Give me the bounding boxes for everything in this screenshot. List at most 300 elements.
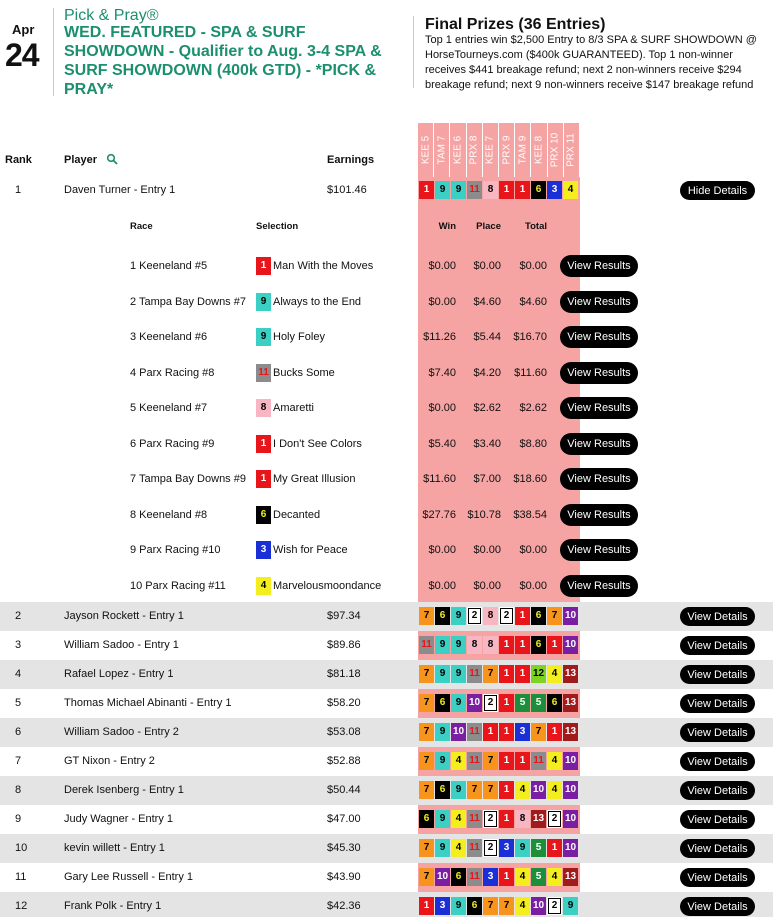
post-position-chip: 7	[531, 723, 546, 741]
date-month: Apr	[12, 22, 35, 37]
post-position-chip: 6	[531, 607, 546, 625]
leaderboard-row	[0, 892, 773, 917]
race-code: PRX 8	[468, 135, 480, 165]
post-position-chip: 1	[515, 752, 530, 770]
view-details-button[interactable]: View Details	[680, 810, 755, 829]
contest-header	[0, 0, 773, 110]
rank-value: 9	[15, 813, 22, 825]
post-position-chip: 11	[419, 636, 434, 654]
post-position-chip: 2	[547, 897, 562, 915]
race-name: 9 Parx Racing #10	[130, 544, 221, 556]
view-results-button[interactable]: View Results	[560, 575, 638, 597]
post-position-chip: 7	[499, 897, 514, 915]
total-value: $38.54	[513, 508, 547, 521]
post-position-chip: 1	[256, 435, 271, 453]
place-value: $4.60	[473, 295, 501, 308]
earnings-header[interactable]: Earnings	[327, 154, 375, 166]
post-position-chip: 7	[419, 665, 434, 683]
selection	[256, 506, 320, 524]
total-value: $0.00	[519, 260, 547, 272]
post-position-chip: 9	[435, 665, 450, 683]
detail-row	[0, 572, 773, 598]
race-code: PRX 10	[549, 132, 561, 168]
selection-header: Selection	[256, 221, 299, 232]
post-position-chip: 4	[563, 181, 578, 199]
win-value: $0.00	[428, 579, 456, 592]
player-name: Gary Lee Russell - Entry 1	[64, 871, 193, 883]
post-position-chip: 2	[499, 607, 514, 625]
leaderboard-row	[0, 660, 773, 689]
selection	[256, 364, 335, 382]
race-column-header[interactable]	[434, 123, 450, 177]
place-value: $3.40	[473, 437, 501, 450]
post-position-chip: 10	[563, 839, 578, 857]
earnings-value: $45.30	[327, 842, 361, 854]
selection-chips	[419, 723, 578, 741]
post-position-chip: 6	[435, 781, 450, 799]
selection	[256, 435, 362, 453]
rank-value: 10	[15, 842, 28, 854]
place-value: $0.00	[473, 260, 501, 272]
post-position-chip: 1	[483, 723, 498, 741]
post-position-chip: 1	[499, 636, 514, 654]
post-position-chip: 10	[563, 810, 578, 828]
post-position-chip: 1	[499, 694, 514, 712]
total-value: $18.60	[513, 473, 547, 485]
player-name: Daven Turner - Entry 1	[64, 184, 176, 196]
horse-name: Wish for Peace	[273, 544, 348, 556]
post-position-chip: 3	[547, 181, 562, 199]
race-column-header[interactable]	[450, 123, 466, 177]
leaderboard-row	[0, 689, 773, 718]
post-position-chip: 11	[467, 839, 482, 857]
post-position-chip: 1	[515, 636, 530, 654]
earnings-value: $50.44	[327, 784, 361, 796]
view-details-button[interactable]: View Details	[680, 868, 755, 887]
horse-name: I Don't See Colors	[273, 437, 362, 450]
leaderboard-row	[0, 834, 773, 863]
post-position-chip: 10	[563, 781, 578, 799]
player-name: William Sadoo - Entry 2	[64, 726, 179, 738]
detail-row	[0, 359, 773, 385]
race-name: 6 Parx Racing #9	[130, 437, 215, 450]
post-position-chip: 4	[451, 839, 466, 857]
post-position-chip: 5	[515, 694, 530, 712]
place-value: $0.00	[473, 544, 501, 556]
post-position-chip: 1	[419, 181, 434, 199]
post-position-chip: 7	[419, 752, 434, 770]
view-results-button[interactable]: View Results	[560, 433, 638, 455]
post-position-chip: 4	[256, 577, 271, 595]
leaderboard-row	[0, 805, 773, 834]
post-position-chip: 4	[547, 752, 562, 770]
earnings-value: $53.08	[327, 726, 361, 738]
race-name: 5 Keeneland #7	[130, 402, 208, 414]
post-position-chip: 5	[531, 694, 546, 712]
rank-value: 11	[15, 871, 27, 883]
detail-row	[0, 501, 773, 527]
post-position-chip: 2	[483, 694, 498, 712]
post-position-chip: 2	[467, 607, 482, 625]
race-name: 7 Tampa Bay Downs #9	[130, 473, 246, 485]
post-position-chip: 6	[467, 897, 482, 915]
post-position-chip: 9	[435, 839, 450, 857]
post-position-chip: 6	[531, 181, 546, 199]
detail-row	[0, 430, 773, 456]
post-position-chip: 9	[563, 897, 578, 915]
post-position-chip: 7	[547, 607, 562, 625]
post-position-chip: 1	[256, 257, 271, 275]
post-position-chip: 1	[547, 636, 562, 654]
post-position-chip: 11	[467, 752, 482, 770]
post-position-chip: 11	[531, 752, 546, 770]
race-name: 2 Tampa Bay Downs #7	[130, 295, 246, 308]
post-position-chip: 4	[515, 897, 530, 915]
prize-description: Top 1 entries win $2,500 Entry to 8/3 SPA & SURF SHOWDOWN @ HorseTourneys.com ($400k GUARANTEED). Top 1 non-winner receives $441 breakage refund; next 2 non-winners receive $294 breakage refund; next 9 non-winners receive $147 breakage refund	[425, 34, 757, 91]
post-position-chip: 3	[256, 541, 271, 559]
post-position-chip: 1	[499, 781, 514, 799]
leaderboard-row	[0, 602, 773, 631]
post-position-chip: 10	[563, 636, 578, 654]
post-position-chip: 13	[563, 665, 578, 683]
view-results-button[interactable]: View Results	[560, 326, 638, 348]
post-position-chip: 6	[547, 694, 562, 712]
post-position-chip: 1	[499, 181, 514, 199]
post-position-chip: 6	[435, 694, 450, 712]
post-position-chip: 11	[467, 868, 482, 886]
post-position-chip: 4	[515, 868, 530, 886]
post-position-chip: 1	[499, 810, 514, 828]
post-position-chip: 2	[483, 839, 498, 857]
post-position-chip: 6	[435, 607, 450, 625]
post-position-chip: 5	[531, 839, 546, 857]
detail-row	[0, 323, 773, 349]
post-position-chip: 10	[467, 694, 482, 712]
post-position-chip: 13	[563, 868, 578, 886]
post-position-chip: 4	[451, 810, 466, 828]
post-position-chip: 1	[256, 470, 271, 488]
selection	[256, 328, 325, 346]
post-position-chip: 1	[419, 897, 434, 915]
rank-value: 5	[15, 697, 22, 709]
rank-value: 8	[15, 784, 22, 796]
win-value: $0.00	[428, 260, 456, 272]
selection	[256, 470, 356, 488]
race-column-header[interactable]	[531, 123, 547, 177]
view-details-button[interactable]: View Details	[680, 839, 755, 858]
total-value: $4.60	[519, 295, 547, 308]
detail-row	[0, 465, 773, 491]
post-position-chip: 11	[467, 723, 482, 741]
race-header: Race	[130, 221, 153, 232]
post-position-chip: 7	[419, 781, 434, 799]
post-position-chip: 8	[483, 181, 498, 199]
leaderboard-row	[0, 718, 773, 747]
view-details-button[interactable]: View Details	[680, 665, 755, 684]
post-position-chip: 8	[483, 636, 498, 654]
race-column-header[interactable]	[467, 123, 483, 177]
post-position-chip: 4	[515, 781, 530, 799]
post-position-chip: 3	[515, 723, 530, 741]
race-name: 8 Keeneland #8	[130, 508, 208, 521]
post-position-chip: 9	[451, 636, 466, 654]
post-position-chip: 7	[467, 781, 482, 799]
horse-name: Always to the End	[273, 295, 362, 308]
selection-chips	[419, 781, 578, 799]
post-position-chip: 6	[531, 636, 546, 654]
win-value: $27.76	[422, 508, 456, 521]
post-position-chip: 10	[451, 723, 466, 741]
post-position-chip: 9	[515, 839, 530, 857]
post-position-chip: 11	[467, 181, 482, 199]
player-name: GT Nixon - Entry 2	[64, 755, 155, 767]
rank-value: 1	[15, 184, 22, 196]
win-value: $0.00	[428, 402, 456, 414]
selection	[256, 541, 348, 559]
post-position-chip: 1	[515, 607, 530, 625]
post-position-chip: 9	[256, 293, 271, 311]
selection	[256, 257, 373, 275]
post-position-chip: 11	[467, 665, 482, 683]
detail-row	[0, 536, 773, 562]
view-results-button[interactable]: View Results	[560, 362, 638, 384]
race-code: TAM 9	[517, 135, 529, 165]
selection	[256, 577, 381, 595]
post-position-chip: 10	[531, 781, 546, 799]
detail-row	[0, 252, 773, 278]
selection	[256, 293, 361, 311]
earnings-value: $43.90	[327, 871, 361, 883]
total-value: $16.70	[513, 331, 547, 343]
leaderboard-row	[0, 863, 773, 892]
rank-value: 2	[15, 610, 22, 622]
post-position-chip: 13	[563, 723, 578, 741]
player-name: Jayson Rockett - Entry 1	[64, 610, 184, 622]
view-results-button[interactable]: View Results	[560, 504, 638, 526]
post-position-chip: 1	[499, 868, 514, 886]
post-position-chip: 10	[531, 897, 546, 915]
selection-chips	[419, 181, 578, 199]
view-details-button[interactable]: View Details	[680, 636, 755, 655]
race-name: 3 Keeneland #6	[130, 331, 208, 343]
post-position-chip: 2	[483, 810, 498, 828]
selection-chips	[419, 897, 578, 915]
rank-value: 3	[15, 639, 22, 651]
hide-details-button[interactable]: Hide Details	[680, 181, 755, 200]
post-position-chip: 3	[499, 839, 514, 857]
horse-name: Bucks Some	[273, 366, 335, 379]
race-code: KEE 8	[533, 135, 545, 165]
post-position-chip: 8	[515, 810, 530, 828]
detail-row	[0, 288, 773, 314]
view-results-button[interactable]: View Results	[560, 291, 638, 313]
rank-value: 12	[15, 900, 28, 912]
earnings-value: $58.20	[327, 697, 361, 709]
rank-header[interactable]: Rank	[5, 154, 32, 166]
selection-chips	[419, 665, 578, 683]
place-value: $7.00	[473, 473, 501, 485]
post-position-chip: 1	[547, 723, 562, 741]
date-day: 24	[5, 37, 39, 73]
race-code: KEE 7	[484, 135, 496, 165]
post-position-chip: 9	[435, 810, 450, 828]
post-position-chip: 4	[547, 781, 562, 799]
post-position-chip: 3	[435, 897, 450, 915]
selection	[256, 399, 314, 417]
win-value: $11.60	[423, 473, 456, 485]
selection-chips	[419, 810, 578, 828]
selection-chips	[419, 694, 578, 712]
earnings-value: $47.00	[327, 813, 361, 825]
win-value: $7.40	[428, 366, 456, 379]
post-position-chip: 7	[483, 781, 498, 799]
view-details-button[interactable]: View Details	[680, 694, 755, 713]
view-results-button[interactable]: View Results	[560, 539, 638, 561]
view-details-button[interactable]: View Details	[680, 723, 755, 742]
place-header: Place	[476, 221, 501, 232]
player-name: Derek Isenberg - Entry 1	[64, 784, 184, 796]
place-value: $2.62	[473, 402, 501, 414]
contest-title: WED. FEATURED - SPA & SURF SHOWDOWN - Qualifier to Aug. 3-4 SPA & SURF SHOWDOWN (400k GTD) - *PICK & PRAY*	[64, 24, 382, 98]
post-position-chip: 9	[451, 781, 466, 799]
selection-chips	[419, 839, 578, 857]
rank-value: 7	[15, 755, 22, 767]
post-position-chip: 8	[483, 607, 498, 625]
post-position-chip: 13	[563, 694, 578, 712]
win-value: $5.40	[428, 437, 456, 450]
earnings-value: $97.34	[327, 610, 361, 622]
earnings-value: $52.88	[327, 755, 361, 767]
post-position-chip: 2	[547, 810, 562, 828]
place-value: $5.44	[473, 331, 501, 343]
view-results-button[interactable]: View Results	[560, 468, 638, 490]
horse-name: My Great Illusion	[273, 473, 356, 485]
post-position-chip: 11	[467, 810, 482, 828]
post-position-chip: 9	[435, 723, 450, 741]
race-column-header[interactable]	[548, 123, 564, 177]
post-position-chip: 8	[256, 399, 271, 417]
player-header[interactable]: Player	[64, 154, 98, 166]
player-name: Judy Wagner - Entry 1	[64, 813, 174, 825]
view-details-button[interactable]: View Details	[680, 752, 755, 771]
race-column-header[interactable]	[418, 123, 434, 177]
post-position-chip: 1	[547, 839, 562, 857]
post-position-chip: 11	[256, 364, 271, 382]
post-position-chip: 7	[419, 694, 434, 712]
post-position-chip: 7	[483, 665, 498, 683]
search-icon[interactable]	[106, 153, 118, 165]
selection-chips	[419, 607, 578, 625]
divider	[413, 16, 414, 88]
post-position-chip: 12	[531, 665, 546, 683]
view-results-button[interactable]: View Results	[560, 255, 638, 277]
view-details-button[interactable]: View Details	[680, 781, 755, 800]
post-position-chip: 6	[256, 506, 271, 524]
rank-value: 6	[15, 726, 22, 738]
post-position-chip: 13	[531, 810, 546, 828]
view-details-button[interactable]: View Details	[680, 607, 755, 626]
post-position-chip: 6	[451, 868, 466, 886]
view-details-button[interactable]: View Details	[680, 897, 755, 916]
leaderboard-row	[0, 631, 773, 660]
post-position-chip: 10	[563, 607, 578, 625]
selection-chips	[419, 636, 578, 654]
post-position-chip: 6	[419, 810, 434, 828]
view-results-button[interactable]: View Results	[560, 397, 638, 419]
post-position-chip: 10	[435, 868, 450, 886]
total-value: $0.00	[519, 544, 547, 556]
horse-name: Marvelousmoondance	[273, 579, 382, 592]
place-value: $0.00	[473, 579, 501, 592]
post-position-chip: 9	[435, 181, 450, 199]
post-position-chip: 1	[499, 665, 514, 683]
post-position-chip: 7	[419, 839, 434, 857]
post-position-chip: 4	[547, 665, 562, 683]
total-value: $11.60	[514, 366, 547, 379]
post-position-chip: 7	[419, 723, 434, 741]
race-code: PRX 9	[501, 135, 513, 165]
post-position-chip: 9	[435, 636, 450, 654]
race-column-header[interactable]	[499, 123, 515, 177]
race-column-header[interactable]	[564, 123, 580, 177]
horse-name: Holy Foley	[273, 331, 325, 343]
place-value: $4.20	[473, 366, 501, 379]
player-name: William Sadoo - Entry 1	[64, 639, 179, 651]
selection-chips	[419, 752, 578, 770]
post-position-chip: 1	[515, 181, 530, 199]
total-value: $2.62	[519, 402, 547, 414]
post-position-chip: 9	[256, 328, 271, 346]
race-code: PRX 11	[565, 133, 577, 167]
post-position-chip: 1	[499, 752, 514, 770]
win-header: Win	[438, 221, 456, 232]
horse-name: Man With the Moves	[273, 260, 374, 272]
race-code: KEE 5	[420, 135, 432, 165]
post-position-chip: 4	[451, 752, 466, 770]
total-value: $0.00	[519, 579, 547, 592]
post-position-chip: 8	[467, 636, 482, 654]
post-position-chip: 3	[483, 868, 498, 886]
post-position-chip: 1	[499, 723, 514, 741]
rank-value: 4	[15, 668, 22, 680]
game-name: Pick & Pray®	[64, 7, 159, 24]
post-position-chip: 5	[531, 868, 546, 886]
total-header: Total	[525, 221, 547, 232]
post-position-chip: 7	[483, 752, 498, 770]
leaderboard-row	[0, 747, 773, 776]
post-position-chip: 9	[451, 665, 466, 683]
post-position-chip: 7	[419, 607, 434, 625]
post-position-chip: 7	[483, 897, 498, 915]
detail-row	[0, 394, 773, 420]
earnings-value: $81.18	[327, 668, 361, 680]
leaderboard-row	[0, 776, 773, 805]
divider	[53, 8, 54, 96]
race-code: TAM 7	[436, 135, 448, 165]
race-column-headers	[418, 123, 580, 177]
post-position-chip: 4	[547, 868, 562, 886]
race-column-header[interactable]	[515, 123, 531, 177]
post-position-chip: 7	[419, 868, 434, 886]
post-position-chip: 9	[451, 607, 466, 625]
earnings-value: $101.46	[327, 184, 367, 196]
total-value: $8.80	[519, 437, 547, 450]
win-value: $0.00	[428, 544, 456, 556]
earnings-value: $89.86	[327, 639, 361, 651]
post-position-chip: 1	[515, 665, 530, 683]
race-column-header[interactable]	[483, 123, 499, 177]
place-value: $10.78	[467, 508, 501, 521]
